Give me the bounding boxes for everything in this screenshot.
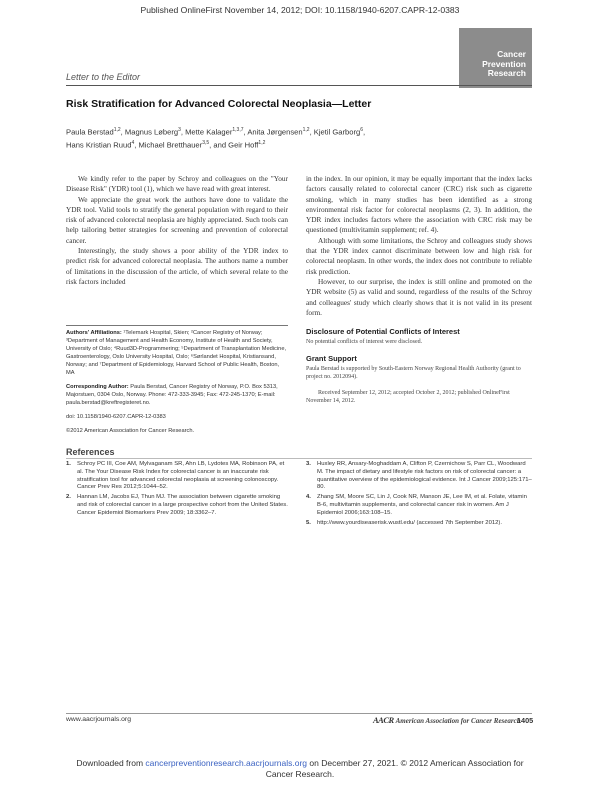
reference-item <box>66 494 288 517</box>
body-paragraph: However, to our surprise, the index is still online and promoted on the YDR website (5) as valid and sound, regardless of the results of the Schroy and colleagues' study which clearly shows that it is not valid in its present form. <box>306 276 532 317</box>
aacr-logo-mark: AACR <box>373 715 394 725</box>
reference-item <box>306 461 532 492</box>
reference-text: Schroy PC III, Coe AM, Mylvaganam SR, Ahn LB, Lydotes MA, Robinson PA, et al. The Your Disease Risk Index for colorectal cancer is an inaccurate risk stratification tool for advanced colorectal neoplasia at screening colonoscopy. Cancer Prev Res 2012;5:1044–52. <box>77 461 285 491</box>
journal-name-line: Prevention <box>482 58 526 69</box>
author-name: Magnus Løberg <box>124 127 179 137</box>
author-list <box>66 125 486 150</box>
reference-item <box>306 494 532 517</box>
reference-item <box>306 520 532 528</box>
aacr-logo-name: American Association for Cancer Research <box>395 717 521 725</box>
grant-text: Paula Berstad is supported by South-Eastern Norway Regional Health Authority (grant to project no. 2012094). <box>306 366 521 381</box>
corresponding-text: Paula Berstad, Cancer Registry of Norway, P.O. Box 5313, Majorstuen, 0304 Oslo, Norway. Phone: 472-333-3945; Fax: 472-245-1370; E-mail: paula.berstad@kreftregisteret.no. <box>66 384 278 406</box>
body-paragraph: in the index. In our opinion, it may be equally important that the index lacks factors causally related to colorectal cancer (CRC) risk such as cigarette smoking, which in many studies has been identified as a strong environmental risk factor for colorectal neoplasms (2, 3). In addition, the YDR index includes factors where the association with CRC risk may be questioned (multivitamin supplement; ref. 4). <box>306 174 532 235</box>
references-heading: References <box>66 447 115 457</box>
author-name: Kjetil Garborg <box>313 127 361 137</box>
download-suffix: on December 27, 2021. © 2012 American Association for <box>309 758 524 768</box>
grant-section <box>306 354 532 381</box>
aacr-logo <box>373 715 521 725</box>
disclosure-text: No potential conflicts of interest were disclosed. <box>306 339 423 346</box>
section-label: Letter to the Editor <box>66 72 141 82</box>
journal-url-link[interactable]: www.aacrjournals.org <box>66 716 131 723</box>
author-name: Paula Berstad <box>66 127 114 137</box>
journal-name-line: Cancer <box>497 49 526 59</box>
body-paragraph: We kindly refer to the paper by Schroy and colleagues on the "Your Disease Risk" (YDR) tool (1), which we have read with great interest. <box>66 174 288 194</box>
received-dates: Received September 12, 2012; accepted October 2, 2012; published OnlineFirst November 14, 2012. <box>306 390 510 405</box>
disclosure-heading: Disclosure of Potential Conflicts of Interest <box>306 327 460 337</box>
author-name: Michael Bretthauer <box>138 140 203 150</box>
download-notice <box>0 758 600 779</box>
reference-number: 3. <box>306 461 311 467</box>
author-name: Mette Kalager <box>185 127 233 137</box>
published-banner: Published OnlineFirst November 14, 2012; DOI: 10.1158/1940-6207.CAPR-12-0383 <box>140 5 460 15</box>
reference-link[interactable]: http://www.yourdiseaserisk.wustl.edu/ (accessed 7th September 2012). <box>317 519 502 526</box>
reference-number: 5. <box>306 519 311 526</box>
author-affiliation-marker: 6 <box>360 127 364 133</box>
reference-item <box>66 461 288 492</box>
author-affiliation-marker: 1,3,7 <box>232 127 244 133</box>
copyright: ©2012 American Association for Cancer Research. <box>66 428 195 434</box>
download-line2: Cancer Research. <box>265 768 335 779</box>
footer-rule <box>66 713 532 714</box>
corresponding-author <box>66 383 288 407</box>
download-prefix: Downloaded from <box>76 758 144 768</box>
body-column-right <box>306 174 532 405</box>
affiliation-block <box>66 329 288 441</box>
author-affiliation-marker: 1,2 <box>258 139 266 146</box>
affiliations-text: ¹Telemark Hospital, Skien; ²Cancer Registry of Norway; ³Department of Management and Health Economy, Institute of Health and Society, University of Oslo; ⁴Ruud3D-Programmering; ⁵Department of Transplantation Medicine, Gastroenterology, Oslo University Hospital, Oslo; ⁶Sørlandet Hospital, Kristiansand, Norway; and ⁷Department of Epidemiology, Harvard School of Public Health, Boston, MA <box>66 330 287 376</box>
article-title: Risk Stratification for Advanced Colorectal Neoplasia—Letter <box>66 98 372 110</box>
body-paragraph: Interestingly, the study shows a poor ability of the YDR index to predict risk for advanced colorectal neoplasia. The authors name a number of limitations in the discussion of the article, of which several relate to the risk factors included <box>66 246 288 286</box>
author-line: Paula Berstad$^{1,2}$, Magnus Løberg$^3$, Mette Kalager$^{1,3,7}$, Anita Jørgensen$^{1,2}$, Kjetil Garborg$^6$, <box>66 127 366 137</box>
reference-number: 4. <box>306 494 311 501</box>
affiliations-label: Authors' Affiliations: <box>66 330 122 336</box>
author-name: and Geir Hoff <box>213 140 259 150</box>
reference-number: 2. <box>66 494 71 501</box>
journal-name-line: Research <box>487 68 526 78</box>
reference-text: Zhang SM, Moore SC, Lin J, Cook NR, Manson JE, Lee IM, et al. Folate, vitamin B-6, multivitamin supplements, and colorectal cancer risk in women. Am J Epidemiol 2006;163:108–15. <box>317 494 527 516</box>
reference-text: Hannan LM, Jacobs EJ, Thun MJ. The association between cigarette smoking and risk of colorectal cancer in a large prospective cohort from the United States. Cancer Epidemiol Biomarkers Prev 2009; 18:3362–7. <box>77 494 288 516</box>
author-affiliation-marker: 3 <box>178 127 181 133</box>
references-rule <box>66 458 532 459</box>
affiliation-rule <box>66 325 288 326</box>
author-affiliation-marker: 1,2 <box>113 127 121 133</box>
body-paragraph: We appreciate the great work the authors have done to validate the YDR tool. Valid tools to stratify the general population with regard to their risk of advanced colorectal neoplasia are highly appreciated. Such tools can help tailoring better strategies for screening and prevention of colorectal cancer. <box>66 194 288 245</box>
disclosure-section <box>306 327 532 346</box>
grant-heading: Grant Support <box>306 354 357 364</box>
author-affiliation-marker: 4 <box>131 139 135 146</box>
reference-text: Huxley RR, Ansary-Moghaddam A, Clifton P, Czernichow S, Parr CL, Woodward M. The impact of dietary and lifestyle risk factors on risk of colorectal cancer: a quantitative overview of the epidemiological evidence. Int J Cancer 2009;125:171–80. <box>317 461 532 491</box>
author-name: Hans Kristian Ruud <box>66 140 132 150</box>
header-rule <box>66 85 532 86</box>
author-affiliation-marker: 1,2 <box>302 127 310 133</box>
author-name: Anita Jørgensen <box>247 127 303 137</box>
page-number: 1405 <box>517 716 534 725</box>
download-link[interactable]: cancerpreventionresearch.aacrjournals.org <box>145 758 308 768</box>
corresponding-label: Corresponding Author: <box>66 384 129 390</box>
references-right <box>306 461 532 529</box>
author-affiliation-marker: 3,5 <box>202 139 210 146</box>
doi: doi: 10.1158/1940-6207.CAPR-12-0383 <box>66 414 166 420</box>
body-column-left <box>66 174 288 287</box>
references-left <box>66 461 288 520</box>
author-line: Hans Kristian Ruud$^4$, Michael Bretthauer$^{3,5}$, and Geir Hoff$^{1,2}$ <box>66 139 266 150</box>
journal-badge <box>459 28 532 88</box>
body-paragraph: Although with some limitations, the Schroy and colleagues study shows that the YDR index cannot discriminate between low and high risk for colorectal neoplasm. In other words, the index does not contribute to reliable risk prediction. <box>306 235 532 276</box>
reference-number: 1. <box>66 461 71 467</box>
affiliations <box>66 329 288 377</box>
